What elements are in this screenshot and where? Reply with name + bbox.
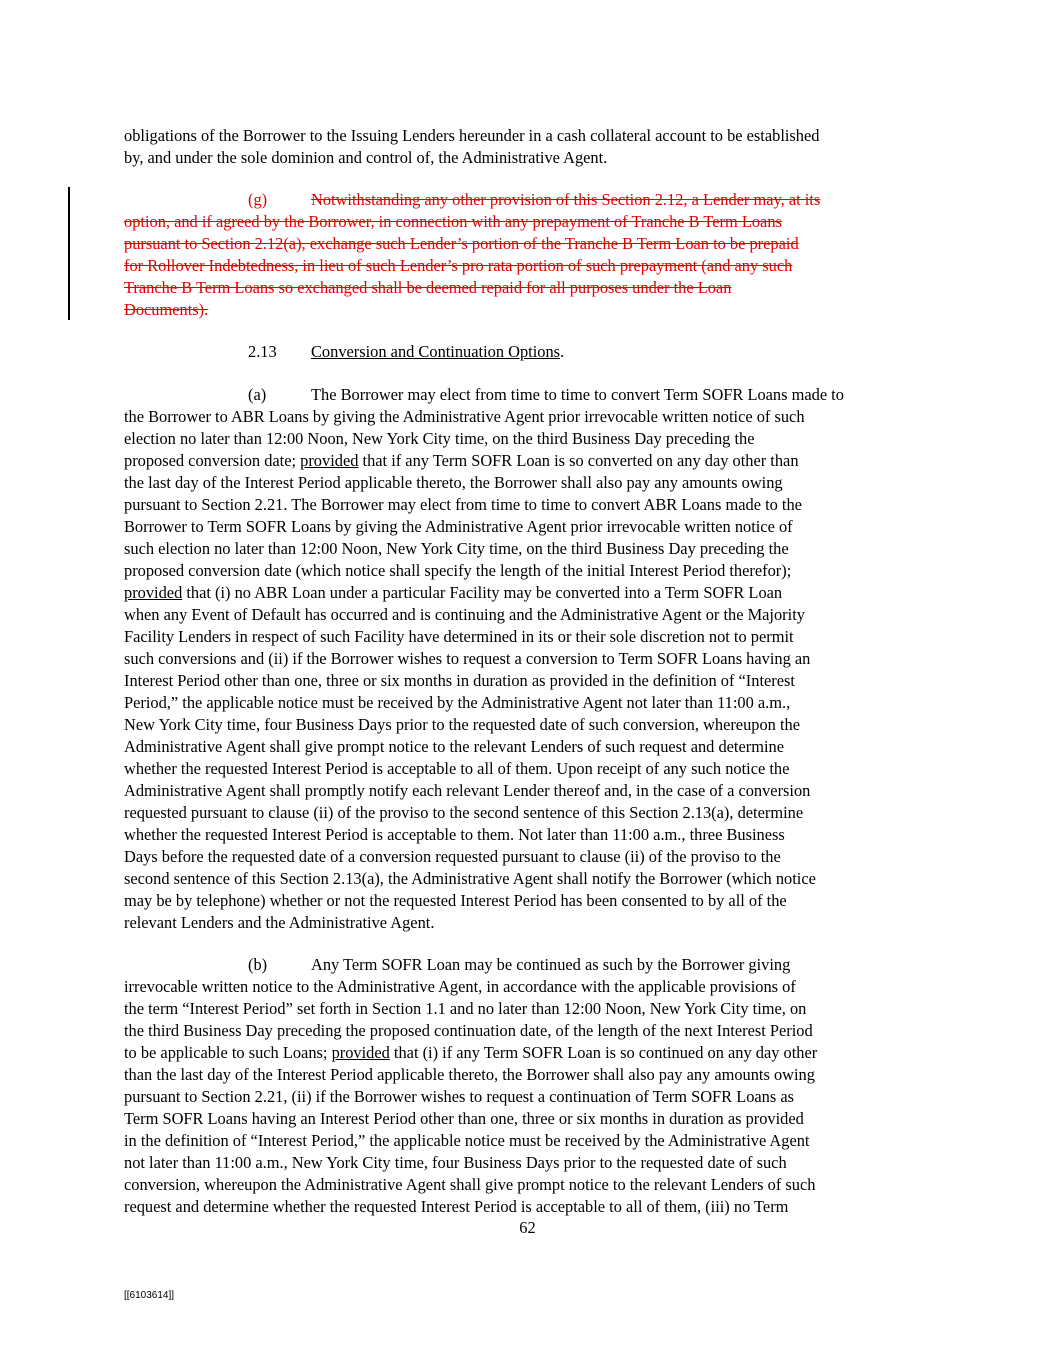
paragraph-a-line: may be by telephone) whether or not the requested Interest Period has been consented to by all of the (124, 891, 787, 910)
paragraph-b-line: not later than 11:00 a.m., New York City time, four Business Days prior to the requested date of such (124, 1153, 787, 1172)
paragraph-label: (a) (248, 385, 267, 404)
paragraph-a-line: election no later than 12:00 Noon, New York City time, on the third Business Day preceding the (124, 429, 755, 448)
paragraph-a-line: requested pursuant to clause (ii) of the proviso to the second sentence of this Section 2.13(a), determine (124, 803, 804, 822)
text-span: proposed conversion date; (124, 451, 301, 470)
paragraph-a-line: Borrower to Term SOFR Loans by giving the Administrative Agent prior irrevocable written notice of (124, 517, 793, 536)
deleted-line: option, and if agreed by the Borrower, in connection with any prepayment of Tranche B Term Loans (124, 212, 782, 231)
underlined-term: provided (300, 451, 359, 470)
paragraph-label: (b) (248, 955, 268, 974)
deleted-line: for Rollover Indebtedness, in lieu of such Lender’s pro rata portion of such prepayment (and any such (124, 256, 793, 275)
paragraph-a-line: Administrative Agent shall give prompt notice to the relevant Lenders of such request and determine (124, 737, 784, 756)
deleted-line: pursuant to Section 2.12(a), exchange such Lender’s portion of the Tranche B Term Loan to be prepaid (124, 234, 799, 253)
paragraph-a-line: the last day of the Interest Period applicable thereto, the Borrower shall also pay any amounts owing (124, 473, 783, 492)
paragraph-b-line: conversion, whereupon the Administrative Agent shall give prompt notice to the relevant Lenders of such (124, 1175, 816, 1194)
paragraph-a-line: relevant Lenders and the Administrative Agent. (124, 913, 435, 932)
paragraph-a-line: such election no later than 12:00 Noon, New York City time, on the third Business Day preceding the (124, 539, 789, 558)
paragraph-a-line: Period,” the applicable notice must be received by the Administrative Agent not later than 11:00 a.m., (124, 693, 791, 712)
paragraph-a-line: Facility Lenders in respect of such Facility have determined in its or their sole discretion not to permit (124, 627, 794, 646)
paragraph-a-line: pursuant to Section 2.21. The Borrower may elect from time to time to convert ABR Loans made to the (124, 495, 802, 514)
paragraph-b-line: irrevocable written notice to the Administrative Agent, in accordance with the applicable provisions of (124, 977, 796, 996)
paragraph-a-line: proposed conversion date (which notice shall specify the length of the initial Interest Period therefor); (124, 561, 792, 580)
paragraph-b-line: pursuant to Section 2.21, (ii) if the Borrower wishes to request a continuation of Term SOFR Loans as (124, 1087, 794, 1106)
page-number: 62 (519, 1218, 536, 1237)
change-bar (68, 187, 70, 320)
paragraph-b-line: Term SOFR Loans having an Interest Period other than one, three or six months in duration as provided (124, 1109, 804, 1128)
paragraph-text: The Borrower may elect from time to time to convert Term SOFR Loans made to (311, 385, 844, 404)
underlined-term: provided (331, 1043, 390, 1062)
paragraph-b-line: the third Business Day preceding the proposed continuation date, of the length of the next Interest Period (124, 1021, 813, 1040)
paragraph-label: (g) (248, 190, 268, 209)
paragraph-a-line: when any Event of Default has occurred and is continuing and the Administrative Agent or the Majority (124, 605, 805, 624)
document-id: [[6103614]] (124, 1290, 175, 1301)
section-heading (248, 341, 564, 363)
paragraph-b-first-line (248, 954, 790, 976)
paragraph-a-line: whether the requested Interest Period is acceptable to them. Not later than 11:00 a.m., three Business (124, 825, 785, 844)
section-number: 2.13 (248, 342, 277, 361)
deleted-line: Documents). (124, 300, 209, 319)
paragraph-a-line (124, 450, 799, 472)
text-span: that (i) no ABR Loan under a particular Facility may be converted into a Term SOFR Loan (182, 583, 783, 602)
intro-line: by, and under the sole dominion and control of, the Administrative Agent. (124, 148, 608, 167)
paragraph-text: Any Term SOFR Loan may be continued as such by the Borrower giving (311, 955, 791, 974)
paragraph-b-line: the term “Interest Period” set forth in Section 1.1 and no later than 12:00 Noon, New York City time, on (124, 999, 807, 1018)
paragraph-a-line: whether the requested Interest Period is acceptable to all of them. Upon receipt of any such notice the (124, 759, 790, 778)
paragraph-b-line: in the definition of “Interest Period,” the applicable notice must be received by the Administrative Agent (124, 1131, 810, 1150)
paragraph-b-line: request and determine whether the requested Interest Period is acceptable to all of them, (iii) no Term (124, 1197, 789, 1216)
section-title: Conversion and Continuation Options (311, 342, 561, 361)
underlined-term: provided (124, 583, 183, 602)
paragraph-a-line: such conversions and (ii) if the Borrower wishes to request a conversion to Term SOFR Loans having an (124, 649, 811, 668)
paragraph-a-line: the Borrower to ABR Loans by giving the Administrative Agent prior irrevocable written notice of such (124, 407, 805, 426)
text-span: to be applicable to such Loans; (124, 1043, 332, 1062)
paragraph-b-line (124, 1042, 817, 1064)
paragraph-a-line: Interest Period other than one, three or six months in duration as provided in the definition of “Interest (124, 671, 795, 690)
deleted-line: Tranche B Term Loans so exchanged shall be deemed repaid for all purposes under the Loan (124, 278, 732, 297)
paragraph-a-line: New York City time, four Business Days prior to the requested date of such conversion, whereupon the (124, 715, 800, 734)
paragraph-b-line: than the last day of the Interest Period applicable thereto, the Borrower shall also pay any amounts owing (124, 1065, 815, 1084)
intro-line: obligations of the Borrower to the Issuing Lenders hereunder in a cash collateral account to be established (124, 126, 820, 145)
deleted-text: Notwithstanding any other provision of this Section 2.12, a Lender may, at its (311, 190, 821, 209)
text-span: that (i) if any Term SOFR Loan is so continued on any day other (389, 1043, 818, 1062)
paragraph-a-line: second sentence of this Section 2.13(a), the Administrative Agent shall notify the Borrower (which notice (124, 869, 816, 888)
deleted-paragraph-g-first-line (248, 189, 820, 211)
text-span: that if any Term SOFR Loan is so converted on any day other than (358, 451, 799, 470)
paragraph-a-first-line (248, 384, 844, 406)
paragraph-a-line (124, 582, 782, 604)
paragraph-a-line: Administrative Agent shall promptly notify each relevant Lender thereof and, in the case of a conversion (124, 781, 811, 800)
paragraph-a-line: Days before the requested date of a conversion requested pursuant to clause (ii) of the proviso to the (124, 847, 781, 866)
section-title-end: . (560, 342, 565, 361)
